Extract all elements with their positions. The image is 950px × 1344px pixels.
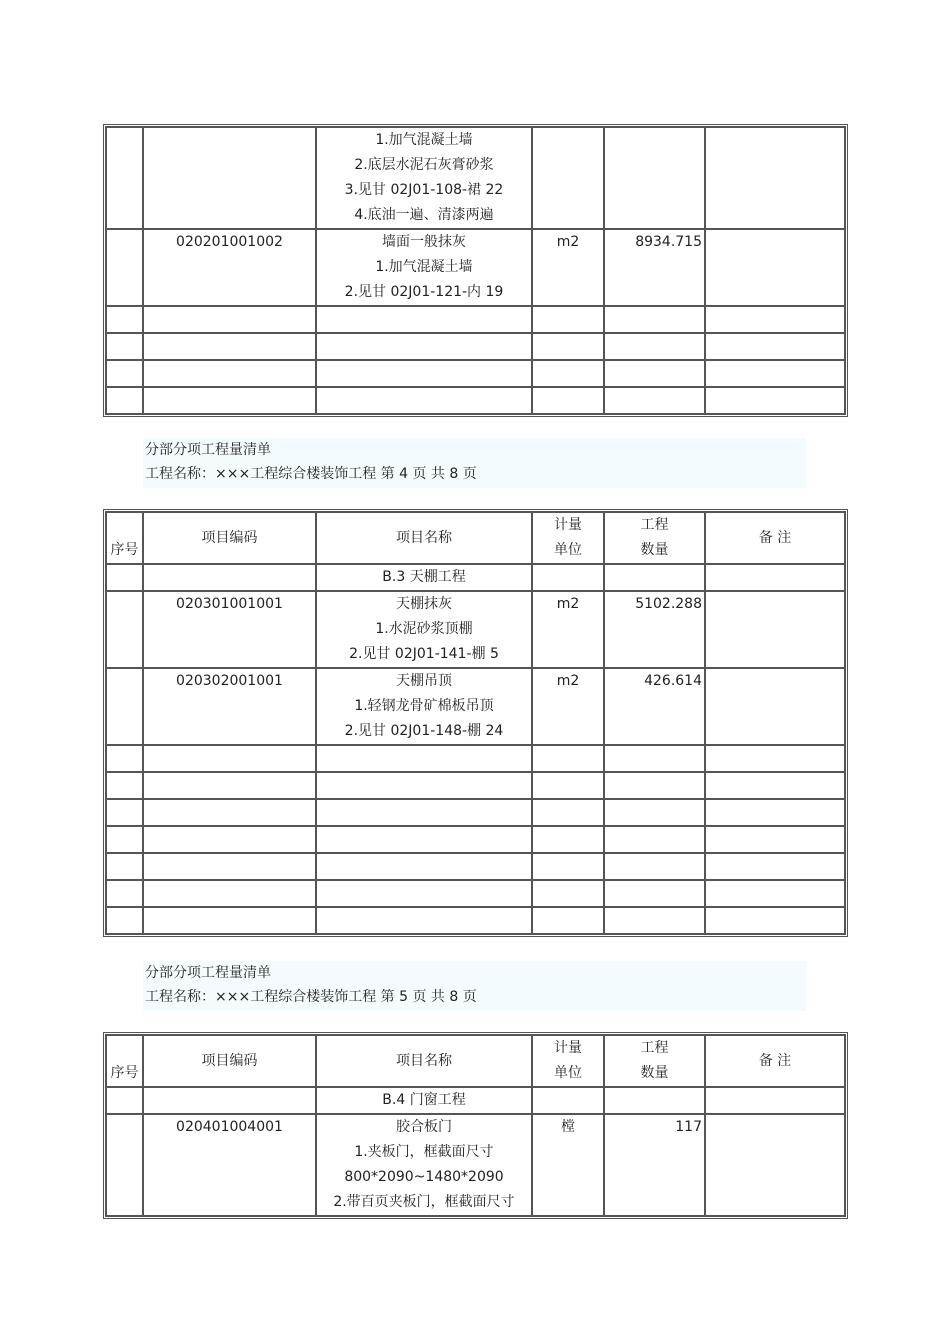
empty-row [106,306,845,333]
empty-row [106,880,845,907]
header-row [106,512,845,564]
section-caption-page5 [143,961,806,1011]
header-code: 项目编码 [143,512,316,564]
empty-cell [604,826,705,853]
qty-cell [604,127,705,229]
empty-cell [106,360,143,387]
empty-cell [604,306,705,333]
empty-cell [143,306,316,333]
empty-cell [532,360,604,387]
empty-cell [705,387,845,414]
remark-cell [705,127,845,229]
header-seq: 序号 [106,512,143,564]
empty-row [106,799,845,826]
section-row [106,564,845,591]
empty-cell [705,907,845,934]
empty-cell [705,799,845,826]
empty-cell [143,745,316,772]
empty-row [106,333,845,360]
code-cell: 020201001002 [143,229,316,306]
item-name-line: 800*2090~1480*2090 [344,1169,504,1185]
header-code: 项目编码 [143,1035,316,1087]
empty-cell [532,745,604,772]
item-name-line: 2.见甘 02J01-148-棚 24 [344,723,504,739]
bill-table-page3 [103,124,848,417]
empty-cell [604,799,705,826]
empty-row [106,907,845,934]
empty-row [106,360,845,387]
empty-cell [532,387,604,414]
empty-cell [143,333,316,360]
item-name-line: 1.水泥砂浆顶棚 [375,621,473,637]
empty-cell [106,880,143,907]
empty-row [106,826,845,853]
header-qty-line1: 工程 [640,517,669,533]
empty-cell [532,306,604,333]
empty-cell [316,826,532,853]
section-row [106,1087,845,1114]
empty-cell [316,799,532,826]
remark-cell [705,668,845,745]
remark-cell [705,591,845,668]
empty-cell [705,745,845,772]
item-name-line: 4.底油一遍、清漆两遍 [354,207,494,223]
bill-table-page5 [103,1032,848,1219]
empty-cell [532,772,604,799]
qty-cell: 8934.715 [604,229,705,306]
remark-cell [705,229,845,306]
seq-cell [106,1114,143,1216]
empty-cell [143,907,316,934]
header-unit-line1: 计量 [554,517,582,533]
table-body [106,564,845,934]
header-unit-line2: 单位 [554,1065,582,1081]
empty-cell [143,826,316,853]
table-row [106,229,845,306]
empty-cell [106,745,143,772]
qty-cell [604,1087,705,1114]
table-body [106,127,845,414]
item-name-line: 胶合板门 [396,1119,452,1135]
header-qty [604,512,705,564]
header-unit-line2: 单位 [554,542,582,558]
item-name-line: 1.轻钢龙骨矿棉板吊顶 [354,698,494,714]
item-name-cell [316,668,532,745]
code-cell [143,1087,316,1114]
empty-cell [532,799,604,826]
header-qty-line2: 数量 [640,542,669,558]
seq-cell [106,668,143,745]
empty-cell [143,387,316,414]
table-header [106,512,845,564]
empty-cell [106,333,143,360]
empty-cell [705,853,845,880]
caption-title: 分部分项工程量清单 [145,965,271,981]
item-name-line: 2.见甘 02J01-141-棚 5 [349,646,499,662]
unit-cell [532,564,604,591]
table-header [106,1035,845,1087]
empty-cell [532,880,604,907]
empty-cell [316,880,532,907]
header-row [106,1035,845,1087]
table-body [106,1087,845,1216]
item-name-cell [316,229,532,306]
empty-cell [143,360,316,387]
item-name-cell [316,127,532,229]
empty-cell [106,387,143,414]
empty-cell [604,745,705,772]
header-remark: 备 注 [705,1035,845,1087]
seq-cell [106,127,143,229]
unit-cell [532,1087,604,1114]
empty-cell [143,799,316,826]
empty-cell [705,333,845,360]
code-cell: 020302001001 [143,668,316,745]
unit-cell: 樘 [532,1114,604,1216]
section-title: B.4 门窗工程 [316,1087,532,1114]
code-cell [143,127,316,229]
section-title: B.3 天棚工程 [316,564,532,591]
empty-cell [106,826,143,853]
code-cell: 020301001001 [143,591,316,668]
empty-cell [316,306,532,333]
table-row [106,668,845,745]
seq-cell [106,564,143,591]
table-row [106,591,845,668]
code-cell: 020401004001 [143,1114,316,1216]
caption-project: 工程名称：×××工程综合楼装饰工程 第 4 页 共 8 页 [145,466,477,482]
empty-row [106,853,845,880]
empty-cell [106,853,143,880]
header-remark: 备 注 [705,512,845,564]
empty-cell [532,826,604,853]
empty-cell [106,799,143,826]
remark-cell [705,1087,845,1114]
empty-cell [106,907,143,934]
unit-cell: m2 [532,591,604,668]
header-name: 项目名称 [316,512,532,564]
empty-cell [705,360,845,387]
empty-cell [604,333,705,360]
seq-cell [106,1087,143,1114]
item-name-line: 1.加气混凝土墙 [375,259,473,275]
item-name-line: 天棚吊顶 [396,673,452,689]
header-qty [604,1035,705,1087]
qty-cell: 426.614 [604,668,705,745]
empty-cell [143,772,316,799]
empty-cell [604,853,705,880]
item-name-line: 墙面一般抹灰 [382,234,466,250]
header-unit [532,1035,604,1087]
header-seq: 序号 [106,1035,143,1087]
header-unit-line1: 计量 [554,1040,582,1056]
item-name-line: 1.加气混凝土墙 [375,132,473,148]
empty-cell [532,907,604,934]
qty-cell: 117 [604,1114,705,1216]
empty-cell [316,772,532,799]
unit-cell: m2 [532,229,604,306]
empty-cell [532,333,604,360]
empty-cell [705,880,845,907]
empty-row [106,772,845,799]
empty-cell [106,306,143,333]
empty-row [106,745,845,772]
empty-cell [604,387,705,414]
empty-cell [604,360,705,387]
item-name-line: 3.见甘 02J01-108-裙 22 [344,182,504,198]
caption-title: 分部分项工程量清单 [145,442,271,458]
empty-cell [705,306,845,333]
item-name-line: 2.见甘 02J01-121-内 19 [344,284,504,300]
seq-cell [106,591,143,668]
item-name-line: 2.底层水泥石灰膏砂浆 [354,157,494,173]
unit-cell [532,127,604,229]
empty-row [106,387,845,414]
item-name-cell [316,591,532,668]
empty-cell [316,907,532,934]
code-cell [143,564,316,591]
header-qty-line2: 数量 [640,1065,669,1081]
item-name-line: 天棚抹灰 [396,596,452,612]
section-caption-page4 [143,438,806,488]
unit-cell: m2 [532,668,604,745]
caption-project: 工程名称：×××工程综合楼装饰工程 第 5 页 共 8 页 [145,989,477,1005]
empty-cell [316,333,532,360]
table-row [106,1114,845,1216]
header-qty-line1: 工程 [640,1040,669,1056]
header-unit [532,512,604,564]
remark-cell [705,1114,845,1216]
item-name-line: 1.夹板门，框截面尺寸 [354,1144,494,1160]
empty-cell [316,853,532,880]
item-name-cell [316,1114,532,1216]
empty-cell [532,853,604,880]
empty-cell [143,853,316,880]
empty-cell [604,907,705,934]
empty-cell [705,826,845,853]
header-name: 项目名称 [316,1035,532,1087]
table-row [106,127,845,229]
seq-cell [106,229,143,306]
bill-table-page4 [103,509,848,937]
empty-cell [316,387,532,414]
empty-cell [106,772,143,799]
empty-cell [604,880,705,907]
qty-cell [604,564,705,591]
item-name-line: 2.带百页夹板门，框截面尺寸 [333,1194,515,1210]
empty-cell [316,360,532,387]
empty-cell [316,745,532,772]
empty-cell [143,880,316,907]
remark-cell [705,564,845,591]
empty-cell [705,772,845,799]
qty-cell: 5102.288 [604,591,705,668]
empty-cell [604,772,705,799]
